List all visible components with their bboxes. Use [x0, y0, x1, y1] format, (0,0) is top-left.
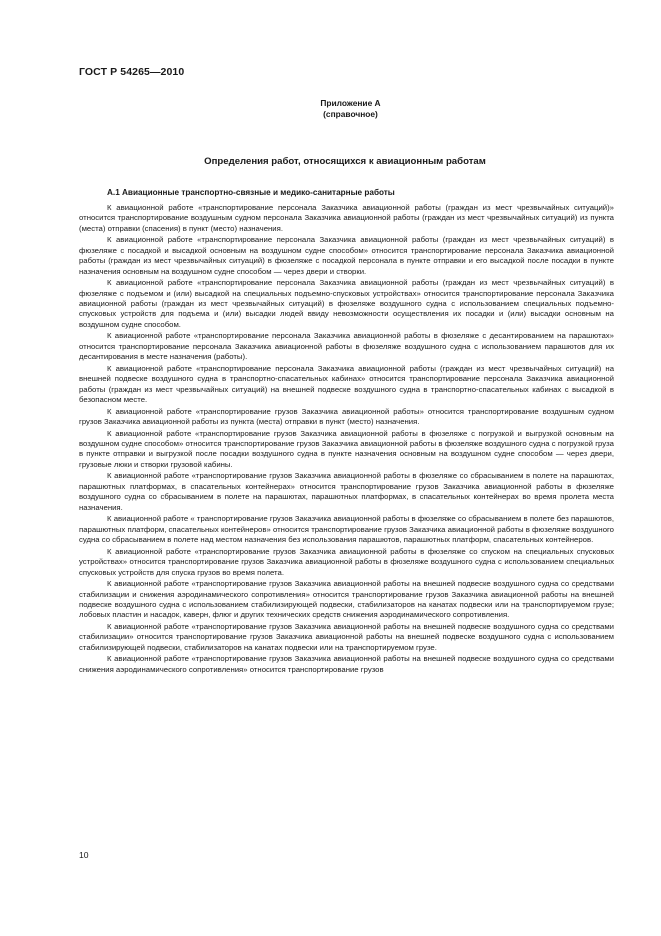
appendix-label: Приложение А	[320, 98, 381, 108]
paragraph: К авиационной работе «транспортирование грузов Заказчика авиационной работы в фюзеляже с погрузкой и выгрузкой основным на воздушном судне способом» относится транспортирование грузов Заказчика авиационной работы в фюзеляже воздушного судна с погрузкой груза в пункте отправки и выгрузкой после посадки воздушного судна в пункте назначения основным на воздушном судне способом — через двери, грузовые люки и створки грузовой кабины.	[79, 428, 614, 469]
document-id-header: ГОСТ Р 54265—2010	[79, 66, 185, 78]
appendix-note: (справочное)	[323, 109, 378, 119]
paragraph: К авиационной работе «транспортирование грузов Заказчика авиационной работы на внешней подвеске воздушного судна со средствами снижения аэродинамического сопротивления» относится транспортирование грузов	[79, 654, 614, 674]
paragraph: К авиационной работе «транспортирование грузов Заказчика авиационной работы на внешней подвеске воздушного судна со средствами стабилизации» относится транспортирование грузов Заказчика авиационной работы на внешней подвеске воздушного судна с использованием стабилизирующей подвески, стабилизаторов на канатах подвески или на транспортируемом грузе.	[79, 621, 614, 652]
page-number: 10	[79, 850, 89, 860]
section-heading: А.1 Авиационные транспортно-связные и медико-санитарные работы	[107, 188, 395, 197]
appendix-heading	[0, 98, 661, 120]
body-text	[79, 203, 614, 676]
paragraph: К авиационной работе «транспортирование персонала Заказчика авиационной работы (граждан из мест чрезвычайных ситуаций) в фюзеляже с подъемом и (или) высадкой на специальных подъемно-спусковых устройствах» относится транспортирование персонала Заказчика авиационной работы (граждан из мест чрезвычайных ситуаций) в фюзеляже воздушного судна с использованием специальных подъемно-спусковых устройств для подъема и (или) высадки людей ввиду невозможности осуществления их посадки и (или) высадки основным на воздушном судне способом.	[79, 278, 614, 329]
paragraph: К авиационной работе «транспортирование персонала Заказчика авиационной работы (граждан из мест чрезвычайных ситуаций) в фюзеляже с посадкой и высадкой основным на воздушном судне способом» относится транспортирование персонала Заказчика авиационной работы (граждан из мест чрезвычайных ситуаций) в фюзеляже с посадкой персонала в пункте отправки и его высадкой после посадки в пункте назначения основным на воздушном судне способом — через двери и створки.	[79, 235, 614, 276]
paragraph: К авиационной работе «транспортирование персонала Заказчика авиационной работы в фюзеляже с десантированием на парашютах» относится транспортирование персонала Заказчика авиационной работы в фюзеляже воздушного судна с использованием парашютов для их десантирования в месте назначения (работы).	[79, 331, 614, 362]
paragraph: К авиационной работе «транспортирование грузов Заказчика авиационной работы на внешней подвеске воздушного судна со средствами стабилизации и снижения аэродинамического сопротивления» относится транспортирование грузов Заказчика авиационной работы на внешней подвеске воздушного судна с использованием стабилизирующей подвески, стабилизаторов на канатах подвески или на транспортируемом грузе; лобовых пластин и насадок, каверн, флюг и других технических средств снижения аэродинамического сопротивления.	[79, 579, 614, 620]
paragraph: К авиационной работе «транспортирование грузов Заказчика авиационной работы» относится транспортирование воздушным судном грузов Заказчика авиационной работы из пункта (места) отправки в пункт (место) назначения.	[79, 406, 614, 427]
paragraph: К авиационной работе «транспортирование грузов Заказчика авиационной работы в фюзеляже со сбрасыванием в полете на парашютах, парашютных платформах, в спасательных контейнерах» относится транспортирование грузов Заказчика авиационной работы в фюзеляже воздушного судна со сбрасыванием в полете на парашютах, парашютных платформах, в спасательных контейнерах во время пролета места назначения.	[79, 471, 614, 512]
paragraph: К авиационной работе «транспортирование грузов Заказчика авиационной работы в фюзеляже со спуском на специальных спусковых устройствах» относится транспортирование грузов Заказчика авиационной работы в фюзеляже воздушного судна с использованием специальных спусковых устройств для спуска грузов во время полета.	[79, 546, 614, 577]
paragraph: К авиационной работе «транспортирование персонала Заказчика авиационной работы (граждан из мест чрезвычайных ситуаций)» относится транспортирование воздушным судном персонала Заказчика авиационной работы (граждан из мест чрезвычайных ситуаций) из пункта (места) отправки (спасения) в пункт (место) назначения.	[79, 203, 614, 233]
page-title: Определения работ, относящихся к авиационным работам	[204, 156, 486, 167]
paragraph: К авиационной работе « транспортирование грузов Заказчика авиационной работы в фюзеляже со сбрасыванием в полете без парашютов, парашютных платформ, спасательных контейнеров» относится транспортирование грузов Заказчика авиационной работы в фюзеляже воздушного судна со сбрасыванием в полете над местом назначения без использования парашютов, парашютных платформ, спасательных контейнеров.	[79, 514, 614, 545]
paragraph: К авиационной работе «транспортирование персонала Заказчика авиационной работы (граждан из мест чрезвычайных ситуаций) на внешней подвеске воздушного судна в транспортно-спасательных кабинах» относится транспортирование персонала Заказчика авиационной работы (граждан из мест чрезвычайных ситуаций) на внешней подвеске воздушного судна в транспортно-спасательных кабинах с высадкой в безопасном месте.	[79, 363, 614, 405]
